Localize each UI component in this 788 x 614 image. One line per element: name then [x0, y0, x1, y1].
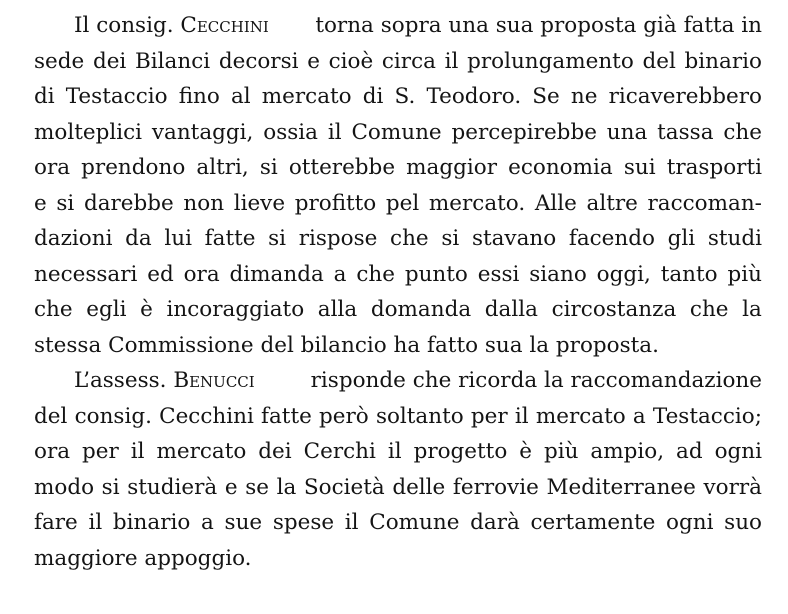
- line-text: risponde che ricorda la raccomandazione: [303, 368, 762, 393]
- paragraph-cecchini-proposal: [34, 8, 762, 363]
- paragraph-benucci-reply: [34, 363, 762, 576]
- text-line: di Testaccio fino al mercato di S. Teodoro. Se ne ricaverebbero: [34, 84, 762, 109]
- text-line: fare il binario a sue spese il Comune darà certamente ogni suo: [34, 510, 762, 535]
- text-line: [34, 363, 762, 399]
- text-line: maggiore appoggio.: [34, 545, 252, 571]
- text-line: stessa Commissione del bilancio ha fatto sua la proposta.: [34, 332, 659, 358]
- line-text: torna sopra una sua proposta già fatta in: [308, 13, 762, 38]
- document-page: [34, 8, 762, 576]
- text-line: che egli è incoraggiato alla domanda dalla circostanza che la: [34, 297, 762, 322]
- text-line: e si darebbe non lieve profitto pel mercato. Alle altre raccoman-: [34, 190, 762, 216]
- speaker-name: Benucci: [173, 368, 255, 393]
- text-line: necessari ed ora dimanda a che punto essi siano oggi, tanto più: [34, 261, 762, 287]
- text-line: [34, 8, 762, 44]
- text-line: ora prendono altri, si otterebbe maggior economia sui trasporti: [34, 155, 762, 180]
- speaker-name: Cecchini: [180, 13, 269, 38]
- text-line: molteplici vantaggi, ossia il Comune percepirebbe una tassa che: [34, 119, 762, 145]
- text-line: modo si studierà e se la Società delle ferrovie Mediterranee vorrà: [34, 474, 762, 500]
- line-text: Il consig. Cecchini: [74, 13, 269, 38]
- text-line: del consig. Cecchini fatte però soltanto per il mercato a Testaccio;: [34, 403, 762, 429]
- line-text: L’assess. Benucci: [74, 368, 255, 393]
- text-line: dazioni da lui fatte si rispose che si stavano facendo gli studi: [34, 226, 762, 251]
- text-line: sede dei Bilanci decorsi e cioè circa il prolungamento del binario: [34, 48, 762, 74]
- text-line: ora per il mercato dei Cerchi il progetto è più ampio, ad ogni: [34, 439, 762, 464]
